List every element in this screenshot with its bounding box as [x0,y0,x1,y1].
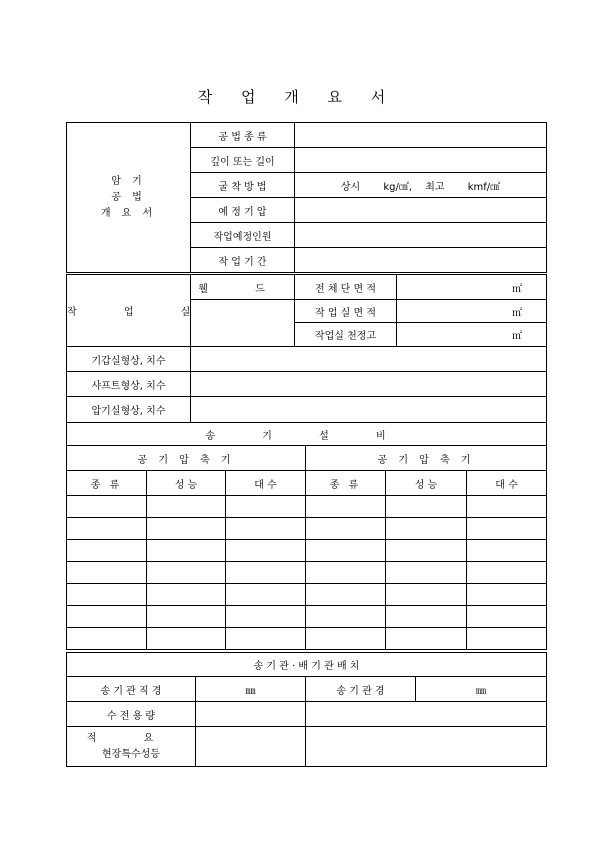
table-row [67,496,547,518]
table-cell[interactable] [67,540,147,562]
work-chamber-table [66,274,547,347]
table-cell[interactable] [147,562,226,584]
method-type-label: 공 법 종 류 [191,123,295,148]
shape-table [66,346,547,423]
table-cell[interactable] [147,496,226,518]
chamber-area-label: 작 업 실 면 적 [295,300,397,323]
supply-pipe-diameter-label: 송 기 관 직 경 [67,677,196,702]
table-row [67,518,547,540]
shaft-shape-label: 샤프트형상, 치수 [67,372,191,397]
depth-value[interactable] [295,148,547,173]
planned-workers-value[interactable] [295,223,547,248]
table-cell[interactable] [306,496,386,518]
power-capacity-label: 수 전 용 량 [67,702,196,727]
table-cell[interactable] [67,518,147,540]
table-cell[interactable] [226,606,306,628]
total-area-value[interactable]: ㎡ [397,275,547,300]
work-period-label: 작 업 기 간 [191,248,295,273]
column-performance: 성 능 [386,471,467,496]
chamber-area-value[interactable]: ㎡ [397,300,547,323]
table-cell[interactable] [306,628,386,650]
power-capacity-value[interactable] [196,702,306,727]
table-cell[interactable] [147,518,226,540]
table-cell[interactable] [226,518,306,540]
table-cell[interactable] [147,540,226,562]
airlock-shape-value[interactable] [191,347,547,372]
table-cell[interactable] [306,584,386,606]
table-cell[interactable] [386,628,467,650]
table-row [67,606,547,628]
column-count: 대 수 [467,471,547,496]
chamber-height-label: 작업실 천정고 [295,323,397,347]
method-overview-label: 암 기 공 법 개 요 서 [67,123,191,273]
compressor-group-left: 공 기 압 축 기 [67,446,306,471]
planned-pressure-label: 예 정 기 압 [191,198,295,223]
remarks-extra[interactable] [306,727,547,767]
table-cell[interactable] [226,628,306,650]
column-type: 종 류 [306,471,386,496]
table-row [67,540,547,562]
piping-heading: 송 기 관 · 배 기 관 배 치 [67,653,547,677]
remarks-label: 적 요 현장특수성등 [67,727,196,767]
table-row [67,628,547,650]
power-capacity-extra[interactable] [306,702,547,727]
table-cell[interactable] [147,628,226,650]
piping-table [66,652,547,767]
table-cell[interactable] [147,584,226,606]
table-cell[interactable] [67,584,147,606]
table-cell[interactable] [467,562,547,584]
table-cell[interactable] [67,628,147,650]
supply-pipe-diameter-value[interactable]: ㎜ [196,677,306,702]
compressor-group-right: 공 기 압 축 기 [306,446,547,471]
table-cell[interactable] [67,562,147,584]
planned-workers-label: 작업예정인원 [191,223,295,248]
chamber-height-value[interactable]: ㎡ [397,323,547,347]
supply-pipe-length-value[interactable]: ㎜ [416,677,547,702]
supply-pipe-length-label: 송 기 관 경 [306,677,416,702]
shaft-shape-value[interactable] [191,372,547,397]
table-cell[interactable] [386,518,467,540]
table-row [67,584,547,606]
table-cell[interactable] [386,562,467,584]
table-cell[interactable] [386,606,467,628]
table-cell[interactable] [386,584,467,606]
table-cell[interactable] [67,496,147,518]
table-cell[interactable] [467,496,547,518]
airlock-shape-label: 기갑실형상, 치수 [67,347,191,372]
table-cell[interactable] [467,518,547,540]
table-row [67,562,547,584]
page-title: 작 업 개 요 서 [197,88,398,106]
table-cell[interactable] [147,606,226,628]
equipment-heading: 송 기 설 비 [67,423,547,446]
method-overview-table [66,122,547,273]
table-cell[interactable] [467,584,547,606]
table-cell[interactable] [226,584,306,606]
column-type: 종 류 [67,471,147,496]
well-label: 웰 드 [191,275,295,300]
remarks-value[interactable] [196,727,306,767]
table-cell[interactable] [467,540,547,562]
work-chamber-label: 작 업 실 [67,275,191,347]
equipment-table [66,422,547,650]
method-type-value[interactable] [295,123,547,148]
pressure-chamber-shape-value[interactable] [191,397,547,423]
planned-pressure-value[interactable] [295,198,547,223]
excavation-method-label: 굴 착 방 법 [191,173,295,198]
column-performance: 성 능 [147,471,226,496]
table-cell[interactable] [67,606,147,628]
table-cell[interactable] [386,496,467,518]
table-cell[interactable] [467,606,547,628]
table-cell[interactable] [306,606,386,628]
table-cell[interactable] [226,540,306,562]
equipment-column-headers [67,471,547,496]
table-cell[interactable] [226,496,306,518]
work-period-value[interactable] [295,248,547,273]
pressure-chamber-shape-label: 압기실형상, 치수 [67,397,191,423]
table-cell[interactable] [306,518,386,540]
table-cell[interactable] [306,540,386,562]
table-cell[interactable] [467,628,547,650]
total-area-label: 전 체 단 면 적 [295,275,397,300]
depth-label: 깊이 또는 길이 [191,148,295,173]
table-cell[interactable] [226,562,306,584]
table-cell[interactable] [306,562,386,584]
column-count: 대 수 [226,471,306,496]
table-cell[interactable] [386,540,467,562]
excavation-method-value[interactable]: 상시 kg/㎠, 최고 kmf/㎠ [295,173,547,198]
